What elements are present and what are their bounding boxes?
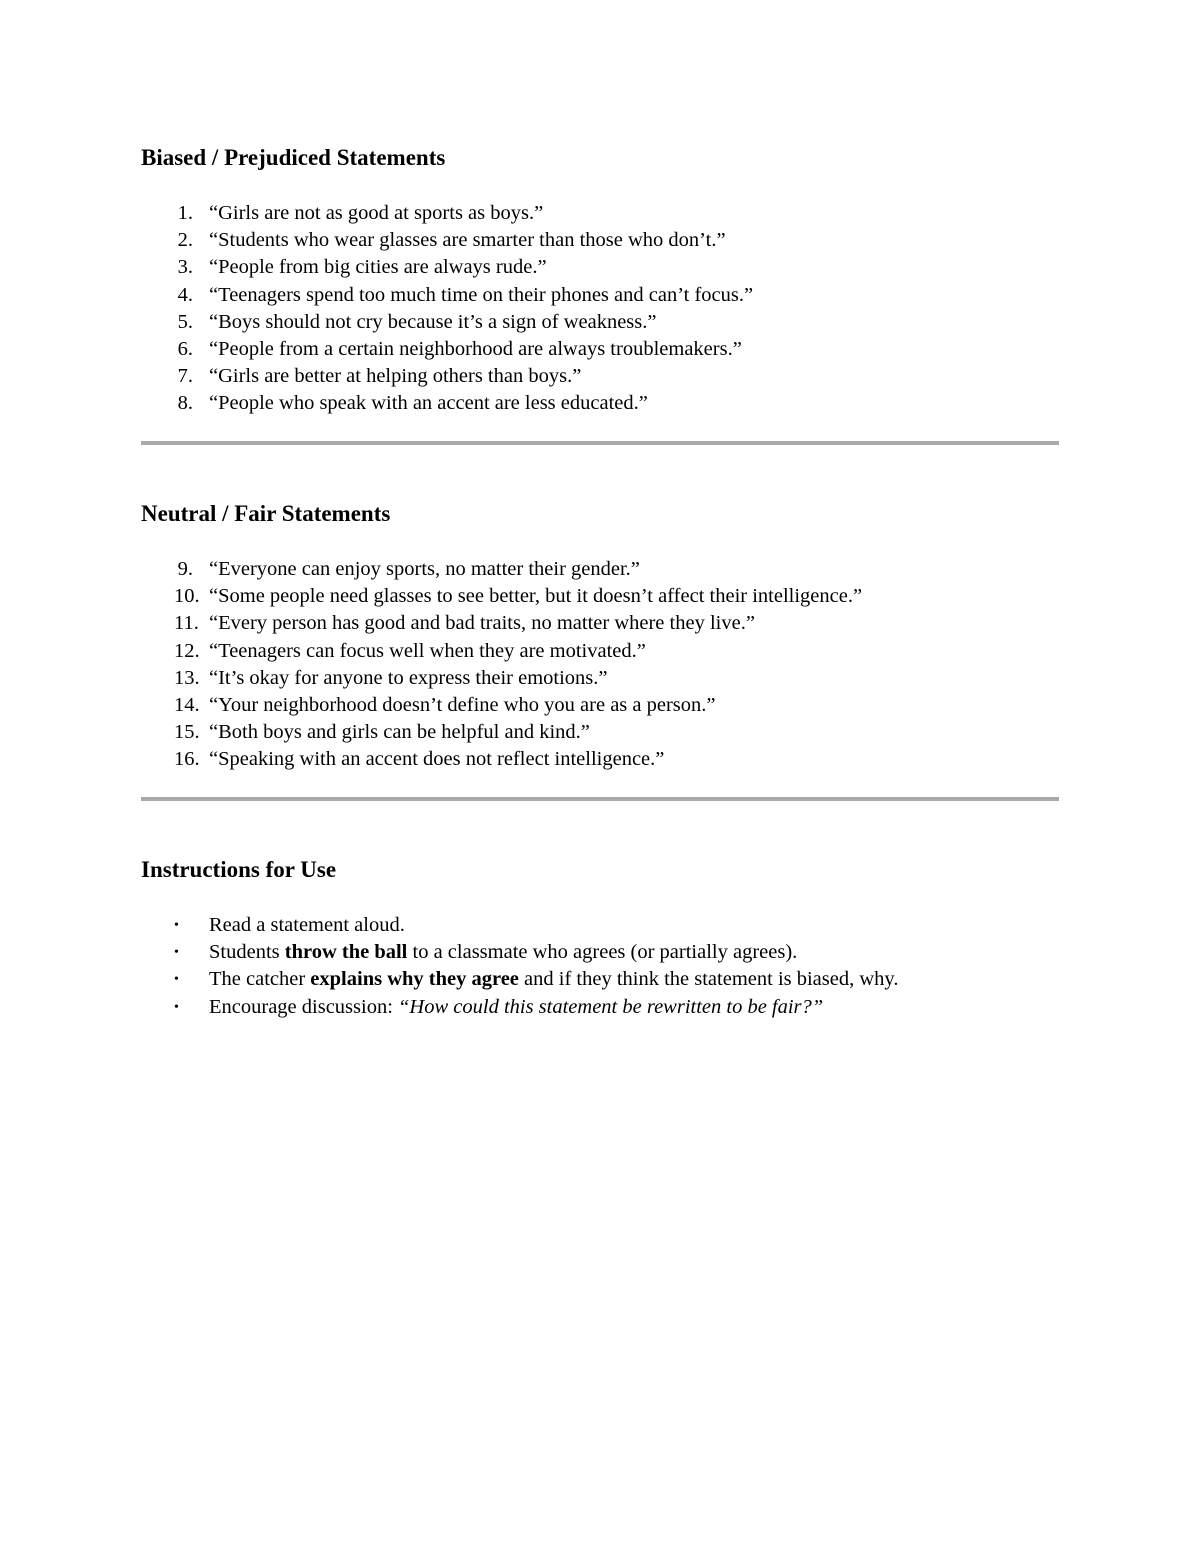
section-heading-biased: Biased / Prejudiced Statements [141,145,446,170]
bullet-icon: • [174,945,179,961]
item-number: 1. [177,202,193,224]
item-text: “It’s okay for anyone to express their emotions.” [209,666,608,689]
item-text: “Your neighborhood doesn’t define who you are as a person.” [209,693,716,716]
item-number: 4. [177,283,193,306]
item-text [209,966,898,993]
bullet-icon: • [174,999,179,1015]
text-segment: and if they think the statement is biased, why. [518,968,899,991]
item-text: “Students who wear glasses are smarter than those who don’t.” [209,229,726,252]
text-segment: Encourage discussion: [209,995,399,1018]
item-number: 6. [177,337,193,360]
bold-text: explains why they agree [310,968,519,991]
section-divider [141,797,1059,801]
text-segment: The catcher [209,968,311,991]
item-text: “Speaking with an accent does not reflect intelligence.” [209,748,665,771]
italic-question: “How could this statement be rewritten to be fair?” [398,995,824,1018]
item-text: Read a statement aloud. [209,914,405,936]
text-segment: to a classmate who agrees (or partially agrees). [407,941,798,964]
section-heading-neutral: Neutral / Fair Statements [141,501,391,526]
bold-text: throw the ball [284,941,408,964]
item-number: 8. [177,392,193,415]
item-text [209,994,823,1021]
bullet-icon: • [174,972,179,988]
item-number: 15. [174,721,200,744]
item-text: “Boys should not cry because it’s a sign of weakness.” [209,310,657,333]
item-text: “Everyone can enjoy sports, no matter their gender.” [209,558,640,580]
item-number: 16. [174,748,200,771]
item-number: 10. [174,585,200,608]
item-number: 3. [177,256,193,279]
item-number: 9. [177,558,193,580]
item-text: “People who speak with an accent are less educated.” [209,392,648,415]
item-text: “Both boys and girls can be helpful and kind.” [209,721,590,744]
text-segment: Students [209,941,285,964]
item-number: 12. [174,639,200,662]
item-text: “Teenagers can focus well when they are motivated.” [209,639,646,662]
item-number: 11. [174,612,199,635]
item-text: “Teenagers spend too much time on their phones and can’t focus.” [209,283,754,306]
bullet-icon: • [174,918,179,933]
item-number: 5. [177,310,193,333]
section-divider [141,441,1059,445]
item-text: “People from a certain neighborhood are always troublemakers.” [209,337,742,360]
item-text: “People from big cities are always rude.” [209,256,547,279]
item-text: “Some people need glasses to see better, but it doesn’t affect their intelligence.” [209,585,863,608]
item-text [209,939,797,966]
item-text: “Girls are better at helping others than boys.” [209,365,582,388]
item-number: 14. [174,693,200,716]
item-text: “Every person has good and bad traits, no matter where they live.” [209,612,755,635]
section-heading-instructions: Instructions for Use [141,857,337,882]
item-number: 7. [177,365,193,388]
item-number: 13. [174,666,200,689]
item-number: 2. [177,229,193,252]
item-text: “Girls are not as good at sports as boys.” [209,202,544,224]
